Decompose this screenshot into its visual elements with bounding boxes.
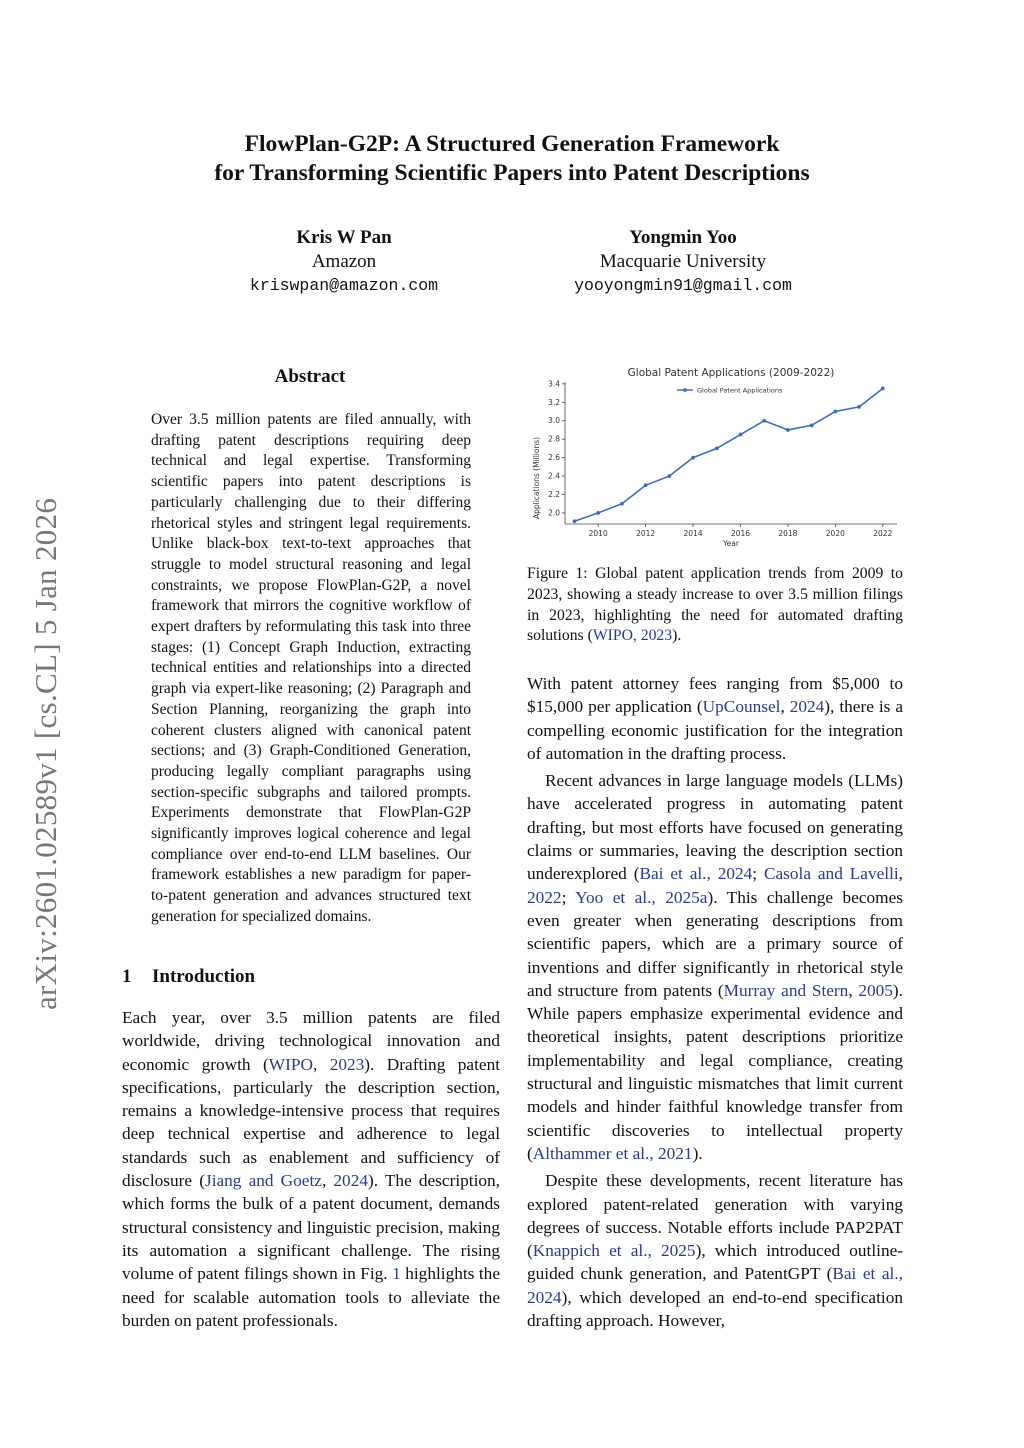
text-run: highlights the need for scalable automation tools to alleviate the burden on patent professionals. [122, 1264, 500, 1330]
text-run: ). This challenge becomes even greater when generating descriptions from scientific papers, which are a primary source of inventions and differ significantly in rhetorical style and structure from patents ( [527, 887, 903, 1000]
legend-label: Global Patent Applications [697, 386, 783, 395]
citation-link[interactable]: Yoo et al., 2025a [575, 887, 708, 907]
author-email[interactable]: kriswpan@amazon.com [249, 276, 439, 295]
text-run: , [312, 1054, 330, 1074]
author-block-2 [513, 226, 853, 298]
y-tick-label: 2.2 [548, 489, 560, 499]
data-point [596, 511, 600, 515]
section-title: Introduction [152, 966, 256, 987]
paragraph-literature [527, 1169, 903, 1332]
x-tick-label: 2018 [778, 529, 798, 538]
data-point [762, 419, 766, 423]
data-point [739, 433, 743, 437]
y-tick-label: 3.0 [548, 416, 560, 426]
text-run: , [780, 697, 790, 717]
citation-year-link[interactable]: 2024 [789, 697, 825, 717]
citation-link[interactable]: Murray and Stern [723, 980, 849, 1000]
x-tick-label: 2020 [825, 529, 845, 538]
paragraph-fees [527, 672, 903, 765]
data-point [810, 423, 814, 427]
chart-title: Global Patent Applications (2009-2022) [627, 367, 835, 379]
text-run: Each year, over 3.5 million patents are filed worldwide, driving technological innovation and economic growth ( [122, 1008, 500, 1074]
text-run: , [321, 1171, 334, 1191]
citation-link[interactable]: WIPO, 2023 [592, 627, 673, 645]
data-point [881, 387, 885, 391]
data-point [786, 428, 790, 432]
section-number: 1 [122, 966, 132, 987]
citation-link[interactable]: Bai et al., 2024 [527, 1264, 903, 1307]
paper-title [110, 130, 914, 188]
text-run: ), which introduced outline-guided chunk generation, and PatentGPT ( [527, 1241, 904, 1284]
figure-1-chart [527, 364, 905, 554]
text-run: ). The description, which forms the bulk of a patent document, demands structural consistency and linguistic precision, making its automation a significant challenge. The rising volume of patent filings shown in Fig. [122, 1171, 500, 1284]
citation-link[interactable]: Bai et al., 2024 [639, 864, 753, 884]
data-point [715, 446, 719, 450]
citation-year-link[interactable]: 2024 [333, 1171, 368, 1191]
author-name: Kris W Pan [296, 227, 392, 248]
y-tick-label: 2.4 [548, 471, 560, 481]
citation-year-link[interactable]: 2023 [329, 1054, 365, 1074]
introduction-paragraph-1 [122, 1006, 500, 1332]
citation-year-link[interactable]: 2005 [858, 980, 893, 1000]
arxiv-identifier-stamp: arXiv:2601.02589v1 [cs.CL] 5 Jan 2026 [28, 497, 63, 1010]
figure-1-caption [527, 564, 903, 647]
text-run: ). [672, 627, 682, 645]
data-point [833, 410, 837, 414]
data-point [644, 483, 648, 487]
text-run: ), which developed an end-to-end specification drafting approach. However, [527, 1287, 903, 1331]
author-affiliation: Amazon [311, 251, 377, 272]
y-tick-label: 2.6 [548, 453, 560, 463]
x-tick-label: 2012 [636, 529, 656, 538]
series-line [575, 386, 883, 522]
abstract-text: Over 3.5 million patents are filed annually, with drafting patent descriptions requiring deep technical and legal expertise. Transforming scientific papers into patent descriptions is particularly challenging due to their differing rhetorical styles and stringent legal requirements. Unlike black-box text-to-text approaches that struggle to model structural reasoning and legal constraints, we propose FlowPlan-G2P, a novel framework that mirrors the cognitive workflow of expert drafters by reformulating this task into three stages: (1) Concept Graph Induction, extracting technical entities and relationships into a directed graph via expert-like reasoning; (2) Paragraph and Section Planning, reorganizing the graph into coherent clusters aligned with canonical patent sections; and (3) Graph-Conditioned Generation, producing legally compliant paragraphs using section-specific subgraphs and tailored prompts. Experiments demonstrate that FlowPlan-G2P significantly improves logical coherence and legal compliance over end-to-end LLM baselines. Our framework establishes a new paradigm for paper-to-patent generation and advances structured text generation for specialized domains. [151, 411, 471, 925]
x-axis-label: Year [723, 539, 739, 548]
x-tick-label: 2010 [588, 529, 608, 538]
author-name: Yongmin Yoo [629, 227, 737, 248]
y-tick-label: 3.2 [548, 397, 560, 407]
section-heading-introduction [122, 966, 255, 988]
text-run: , [898, 864, 903, 884]
citation-link[interactable]: WIPO [268, 1054, 313, 1074]
text-run: Figure 1: Global patent application trends from 2009 to 2023, showing a steady increase to over 3.5 million filings in 2023, highlighting the need for automated drafting solutions ( [527, 565, 903, 645]
text-run: Recent advances in large language models (LLMs) have accelerated progress in automating patent drafting, but most efforts have focused on generating claims or summaries, leaving the description section underexplored ( [527, 771, 903, 884]
citation-year-link[interactable]: 2022 [527, 887, 562, 907]
data-point [667, 474, 671, 478]
data-point [573, 519, 577, 523]
legend-marker [683, 388, 687, 392]
x-tick-label: 2022 [873, 529, 893, 538]
data-point [620, 502, 624, 506]
author-email[interactable]: yooyongmin91@gmail.com [574, 276, 792, 295]
text-run: ; [752, 864, 764, 884]
text-run: ). [692, 1143, 703, 1163]
line-chart [527, 364, 905, 554]
y-tick-label: 3.4 [548, 379, 560, 389]
author-affiliation: Macquarie University [599, 251, 767, 272]
citation-link[interactable]: UpCounsel [702, 697, 781, 717]
text-run: ; [561, 887, 576, 907]
data-point [691, 456, 695, 460]
citation-link[interactable]: Knappich et al., 2025 [532, 1241, 696, 1261]
data-point [857, 405, 861, 409]
text-run: With patent attorney fees ranging from $5,000 to $15,000 per application ( [527, 674, 903, 717]
abstract-heading: Abstract [274, 366, 346, 387]
citation-link[interactable]: Althammer et al., 2021 [532, 1143, 693, 1163]
figure-reference-link[interactable]: 1 [392, 1264, 401, 1284]
text-run: , [848, 980, 859, 1000]
x-tick-label: 2014 [683, 529, 703, 538]
title-line-1: FlowPlan-G2P: A Structured Generation Framework [244, 131, 780, 157]
citation-link[interactable]: Jiang and Goetz [204, 1171, 322, 1191]
y-tick-label: 2.0 [548, 508, 560, 518]
title-line-2: for Transforming Scientific Papers into Patent Descriptions [214, 160, 810, 186]
citation-link[interactable]: Casola and Lavelli [763, 864, 899, 884]
paragraph-recent-advances [527, 769, 903, 1165]
x-tick-label: 2016 [730, 529, 751, 538]
text-run: ), there is a compelling economic justification for the integration of automation in the drafting process. [527, 697, 904, 763]
text-run: ). Drafting patent specifications, particularly the description section, remains a knowledge-intensive process that requires deep technical expertise and adherence to legal standards such as enablement and sufficiency of disclosure ( [122, 1054, 501, 1191]
y-axis-label: Applications (Millions) [532, 436, 541, 520]
right-column-text [527, 672, 903, 1336]
author-block-1 [174, 226, 514, 298]
text-run: ). While papers emphasize experimental evidence and theoretical insights, patent descriptions prioritize implementability and legal compliance, creating structural and linguistic mismatches that limit current models and hinder faithful knowledge transfer from scientific discoveries to intellectual property ( [527, 980, 903, 1163]
y-tick-label: 2.8 [548, 434, 560, 444]
text-run: Despite these developments, recent literature has explored patent-related generation with varying degrees of success. Notable efforts include PAP2PAT ( [527, 1171, 903, 1261]
